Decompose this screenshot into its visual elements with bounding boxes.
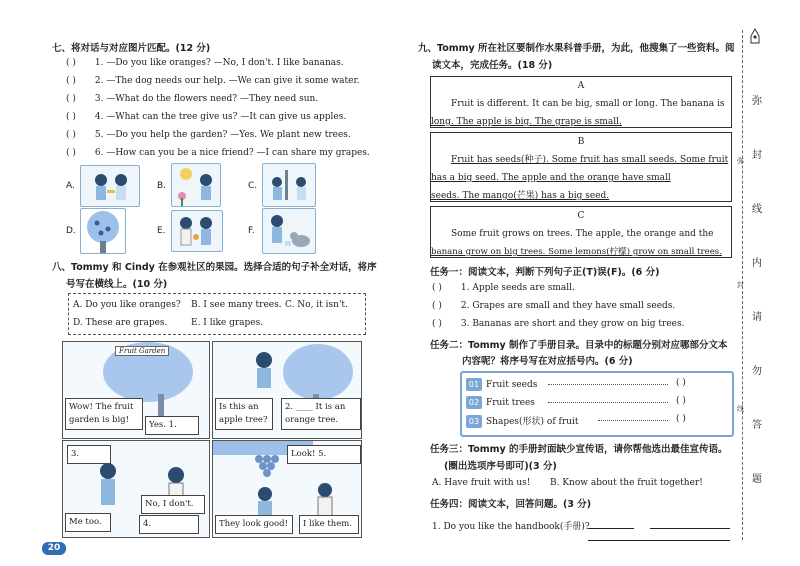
sidebar-char: 题	[752, 474, 762, 485]
sidebar-char: 弥	[752, 96, 762, 107]
speech-bubble: Wow! The fruit garden is big!	[65, 398, 143, 430]
comic-panel-1	[62, 341, 210, 439]
sec7-item-4: ( ) 4. —What can the tree give us? —It can give us apples.	[66, 112, 347, 122]
task1-item-3: ( ) 3. Bananas are short and they grow on big trees.	[432, 319, 685, 329]
sec7-item-2: ( ) 2. —The dog needs our help. —We can give it some water.	[66, 76, 360, 86]
sidebar-char: 请	[752, 312, 762, 323]
fruit-garden-sign: Fruit Garden	[115, 346, 169, 356]
picture-d-apple-tree	[80, 208, 126, 254]
sidebar-small-char: 弥	[737, 157, 744, 165]
answer-paren[interactable]: ( )	[66, 148, 76, 158]
task3-title-line2: (圈出选项序号即可)(3 分)	[444, 461, 557, 472]
speech-bubble: I like them.	[299, 515, 359, 534]
answer-paren[interactable]: ( )	[676, 414, 686, 424]
answer-paren[interactable]: ( )	[676, 396, 686, 406]
girl-icon	[249, 350, 279, 390]
speech-bubble: Me too.	[65, 513, 111, 532]
answer-paren[interactable]: ( )	[432, 283, 442, 293]
speech-bubble-blank-5: Look! 5.	[287, 445, 361, 464]
sec9-title-line2: 读文本，完成任务。(18 分)	[432, 60, 553, 71]
box-label: A	[577, 81, 585, 91]
box-label: B	[577, 137, 585, 147]
task3-option-a[interactable]: A. Have fruit with us!	[432, 478, 531, 488]
answer-paren[interactable]: ( )	[432, 301, 442, 311]
picture-b-sun-flowers	[171, 163, 221, 207]
toc-row-3: 03 Shapes(形状) of fruit ( )	[466, 414, 728, 430]
option-e: E. I like grapes.	[191, 318, 264, 328]
comic-panel-2	[212, 341, 362, 439]
option-b: B. I see many trees.	[191, 300, 282, 310]
comic-panel-4	[212, 440, 362, 538]
speech-bubble-blank-1: Yes. 1.	[145, 416, 199, 435]
sec8-title-line2: 号写在横线上。(10 分)	[66, 279, 168, 290]
sec7-item-6: ( ) 6. —How can you be a nice friend? —I can share my grapes.	[66, 148, 370, 158]
sidebar-char: 勿	[752, 366, 762, 377]
speech-bubble: Is this an apple tree?	[215, 398, 273, 430]
toc-row-2: 02 Fruit trees ( )	[466, 396, 728, 412]
sidebar-small-char: 线	[737, 405, 744, 413]
page-number: 20	[42, 542, 66, 555]
box-label: C	[577, 211, 585, 221]
pic-label-d: D.	[66, 226, 76, 236]
task1-item-1: ( ) 1. Apple seeds are small.	[432, 283, 575, 293]
grapes-icon	[249, 451, 289, 485]
sidebar-char: 答	[752, 420, 762, 431]
answer-line[interactable]	[588, 518, 634, 529]
text-box-c: C Some fruit grows on trees. The apple, the orange and the banana grow on big trees. Some lemons(柠檬) grow on small trees.	[430, 206, 732, 258]
answer-paren[interactable]: ( )	[66, 112, 76, 122]
answer-paren[interactable]: ( )	[66, 130, 76, 140]
answer-paren[interactable]: ( )	[676, 378, 686, 388]
pic-label-a: A.	[66, 181, 75, 191]
answer-paren[interactable]: ( )	[66, 58, 76, 68]
text-box-a: A Fruit is different. It can be big, small or long. The banana is long. The apple is big. The grape is small.	[430, 76, 732, 128]
pic-label-b: B.	[157, 181, 167, 191]
task3-option-b[interactable]: B. Know about the fruit together!	[550, 478, 703, 488]
tree-icon	[283, 344, 353, 400]
answer-paren[interactable]: ( )	[66, 94, 76, 104]
speech-bubble-blank-2: 2. ____ It is an orange tree.	[281, 398, 361, 430]
sidebar-char: 封	[752, 150, 762, 161]
text-box-b: B Fruit has seeds(种子). Some fruit has small seeds. Some fruit has a big seed. The apple and the orange have small seeds. The mango(芒果) has a big seed.	[430, 132, 732, 202]
picture-a-share-fruit	[80, 165, 140, 207]
task1-title: 任务一：阅读文本，判断下列句子正(T)误(F)。(6 分)	[430, 267, 660, 278]
sec7-item-3: ( ) 3. —What do the flowers need? —They need sun.	[66, 94, 319, 104]
pic-label-e: E.	[157, 226, 166, 236]
rocket-icon	[748, 28, 762, 48]
task2-title-line1: 任务二：Tommy 制作了手册目录。目录中的标题分别对应哪部分文本	[430, 340, 728, 351]
sec7-item-1: ( ) 1. —Do you like oranges? —No, I don't. I like bananas.	[66, 58, 344, 68]
option-d: D. These are grapes.	[73, 318, 168, 328]
option-a: A. Do you like oranges?	[73, 300, 181, 310]
sec8-title-line1: 八、Tommy 和 Cindy 在参观社区的果园。选择合适的句子补全对话，将序	[52, 262, 377, 273]
option-c: C. No, it isn't.	[285, 300, 348, 310]
girl-icon	[93, 461, 123, 513]
pic-label-c: C.	[248, 181, 258, 191]
sidebar-small-char: 封	[737, 281, 744, 289]
toc-row-1: 01 Fruit seeds ( )	[466, 378, 728, 394]
task3-title-line1: 任务三：Tommy 的手册封面缺少宣传语，请你帮他选出最佳宣传语。	[430, 444, 728, 455]
answer-paren[interactable]: ( )	[66, 76, 76, 86]
handbook-toc	[460, 371, 734, 437]
sec9-title-line1: 九、Tommy 所在社区要制作水果科普手册，为此，他搜集了一些资料。阅	[418, 43, 735, 54]
options-box	[68, 293, 366, 335]
picture-f-water-dog	[262, 208, 316, 254]
speech-bubble-blank-3: 3.	[67, 445, 111, 464]
pic-label-f: F.	[248, 226, 255, 236]
task2-title-line2: 内容呢？将序号写在对应括号内。(6 分)	[462, 356, 633, 367]
picture-e-kids-talk	[171, 210, 223, 252]
answer-paren[interactable]: ( )	[432, 319, 442, 329]
sec7-item-5: ( ) 5. —Do you help the garden? —Yes. We plant new trees.	[66, 130, 351, 140]
sidebar-char: 线	[752, 204, 762, 215]
speech-bubble: They look good!	[215, 515, 293, 534]
sec7-title: 七、将对话与对应图片匹配。(12 分)	[52, 43, 211, 54]
sidebar-char: 内	[752, 258, 762, 269]
comic-panel-3	[62, 440, 210, 538]
speech-bubble-blank-4: 4.	[139, 515, 199, 534]
speech-bubble: No, I don't.	[141, 495, 205, 514]
answer-line[interactable]	[588, 530, 730, 541]
task4-question-1: 1. Do you like the handbook(手册)?	[432, 522, 590, 532]
task4-title: 任务四：阅读文本，回答问题。(3 分)	[430, 499, 592, 510]
task1-item-2: ( ) 2. Grapes are small and they have small seeds.	[432, 301, 676, 311]
answer-line[interactable]	[650, 518, 730, 529]
picture-c-plant-tree	[262, 163, 316, 207]
